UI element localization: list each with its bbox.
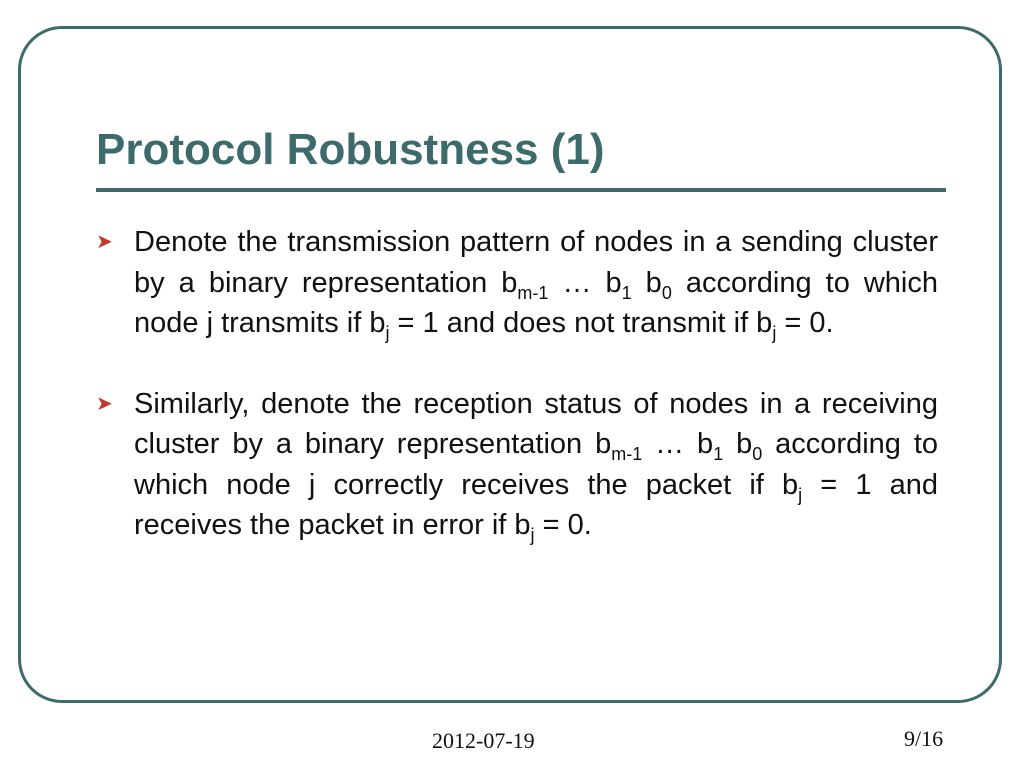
text-run: … b xyxy=(548,266,622,299)
subscript: j xyxy=(530,525,535,545)
bullet-item xyxy=(96,222,938,344)
subscript: m-1 xyxy=(517,282,549,303)
text-run: b xyxy=(631,266,662,299)
text-run: Denote the transmission pattern of nodes in a sending cluster by a binary representation b xyxy=(134,226,938,299)
subscript: m-1 xyxy=(611,444,643,464)
subscript: j xyxy=(385,323,390,343)
text-run: Similarly, denote the reception status of nodes in a receiving cluster by a binary representation b xyxy=(134,387,938,460)
subscript: 1 xyxy=(621,282,632,303)
text-run: b xyxy=(723,428,753,460)
slide-title: Protocol Robustness (1) xyxy=(96,125,605,174)
bullet-text xyxy=(134,222,938,344)
bullet-item xyxy=(96,384,938,546)
subscript: j xyxy=(798,484,803,505)
bullet-text xyxy=(134,384,938,546)
page-number: 9/16 xyxy=(904,726,944,751)
subscript: 0 xyxy=(661,282,672,303)
text-run: = 0. xyxy=(534,509,592,541)
text-run: = 1 and receives the packet in error if b xyxy=(134,468,938,541)
arrow-right-icon: ➤ xyxy=(96,231,113,253)
subscript: 0 xyxy=(752,444,763,464)
title-underline xyxy=(96,188,946,192)
bullet-list xyxy=(96,222,938,586)
text-run: … b xyxy=(642,428,714,460)
subscript: j xyxy=(772,323,777,343)
text-run: according to which node j correctly receives the packet if b xyxy=(134,428,939,501)
text-run: = 0. xyxy=(776,307,834,339)
subscript: 1 xyxy=(713,444,724,464)
footer-date: 2012-07-19 xyxy=(432,728,535,753)
text-run: = 1 and does not transmit if b xyxy=(389,307,773,339)
arrow-right-icon: ➤ xyxy=(96,392,113,415)
text-run: according to which node j transmits if b xyxy=(134,266,939,339)
